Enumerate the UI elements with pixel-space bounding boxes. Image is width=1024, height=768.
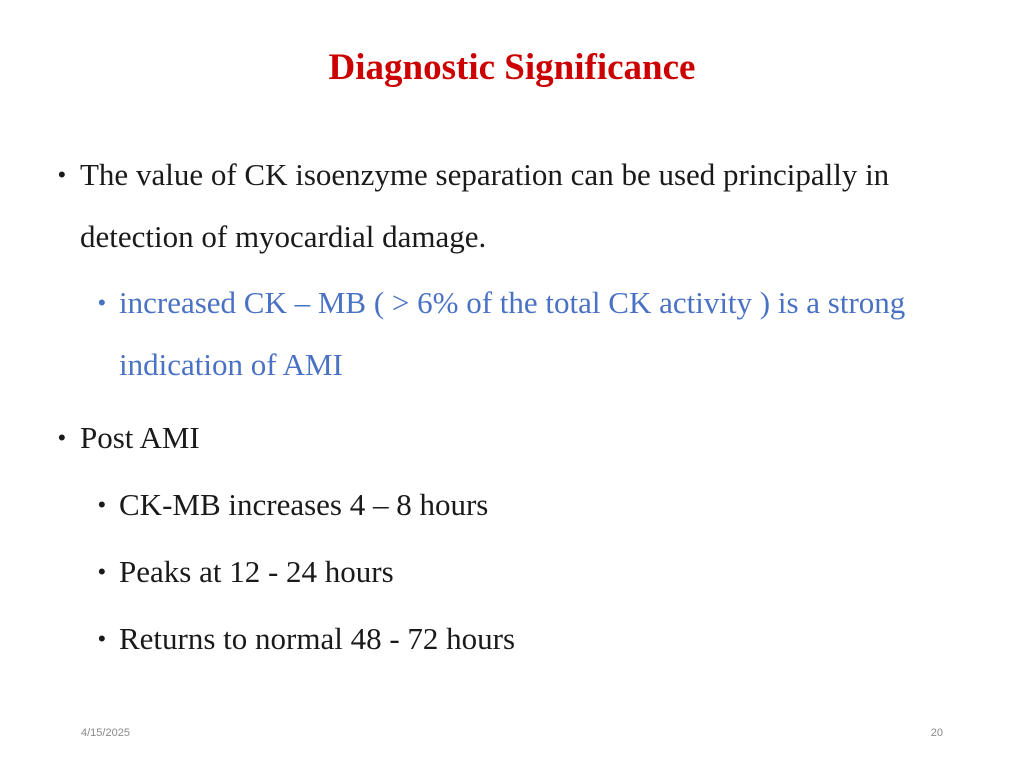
bullet-marker: • — [58, 425, 66, 450]
bullet-text: Returns to normal 48 - 72 hours — [119, 621, 516, 656]
bullet-text: increased CK – MB ( > 6% of the total CK activity ) is a strong indication of AMI — [119, 285, 906, 382]
bullet-return-to-normal — [98, 608, 938, 670]
bullet-ckmb-increase — [98, 272, 938, 396]
bullet-marker: • — [98, 559, 106, 584]
bullet-marker: • — [98, 290, 106, 315]
slide-title: Diagnostic Significance — [328, 47, 696, 88]
bullet-text: Post AMI — [80, 420, 200, 455]
bullet-marker: • — [58, 162, 66, 187]
slide-number: 20 — [930, 727, 943, 739]
bullet-ckmb-rise-time — [98, 474, 938, 536]
footer-date: 4/15/2025 — [81, 727, 130, 739]
bullet-peak-time — [98, 541, 938, 603]
bullet-post-ami — [58, 407, 958, 469]
bullet-marker: • — [98, 492, 106, 517]
bullet-marker: • — [98, 626, 106, 651]
bullet-text: The value of CK isoenzyme separation can be used principally in detection of myocardial damage. — [80, 157, 890, 254]
bullet-text: CK-MB increases 4 – 8 hours — [119, 487, 489, 522]
bullet-text: Peaks at 12 - 24 hours — [119, 554, 394, 589]
bullet-ck-isoenzyme-value — [58, 144, 958, 268]
